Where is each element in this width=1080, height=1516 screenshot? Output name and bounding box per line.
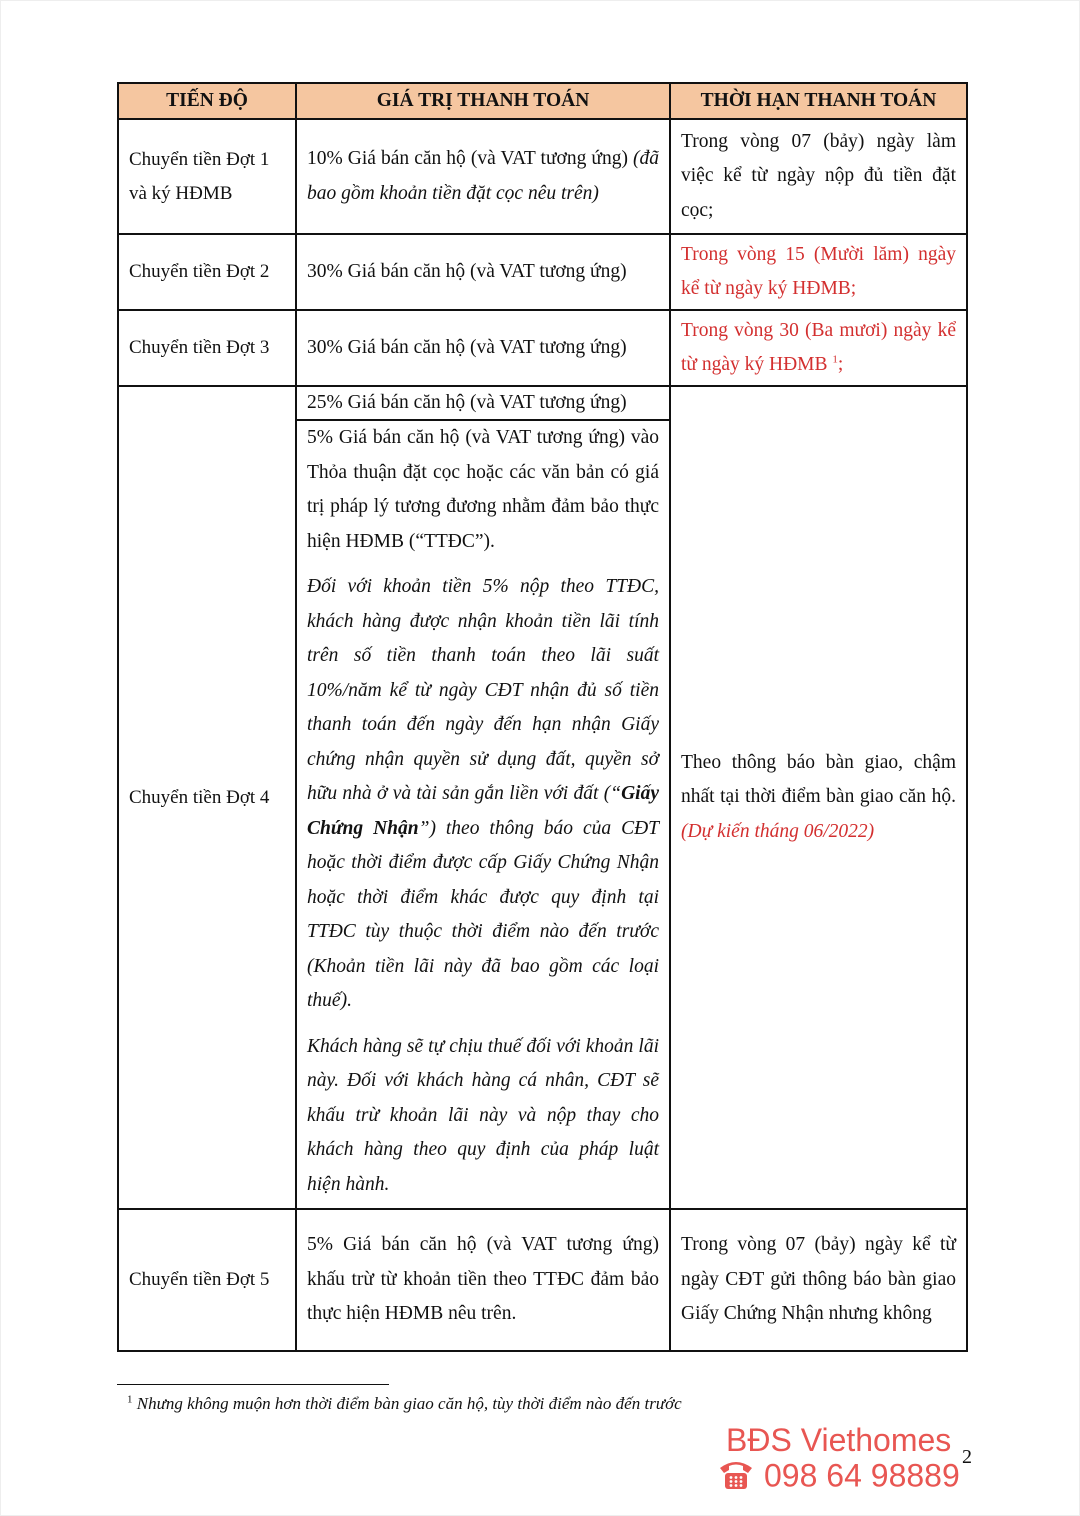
payment-value: 10% Giá bán căn hộ (và VAT tương ứng)	[307, 148, 628, 169]
payment-value-note: (đã bao gồm khoản tiền đặt cọc nêu trên)	[307, 148, 659, 204]
watermark-phone: 098 64 98889	[764, 1457, 960, 1494]
certificate-term: Giấy Chứng Nhận	[307, 783, 659, 839]
stage-cell	[118, 310, 296, 386]
deadline-terminator: ;	[837, 354, 844, 375]
stage-label: Chuyển tiền Đợt 3	[129, 337, 270, 358]
page-number: 2	[962, 1446, 972, 1468]
table-row	[118, 234, 967, 310]
stage-label: Chuyển tiền Đợt 2	[129, 261, 270, 282]
stage-label-line2: và ký HĐMB	[129, 182, 233, 204]
payment-schedule-table	[117, 82, 968, 1352]
table-row	[118, 310, 967, 386]
payment-deadline-cell	[670, 234, 967, 310]
payment-deadline: Trong vòng 07 (bảy) ngày làm việc kể từ ngày nộp đủ tiền đặt cọc;	[681, 130, 956, 221]
footnote-text: Nhưng không muộn hơn thời điểm bàn giao căn hộ, tùy thời điểm nào đến trước	[136, 1394, 682, 1413]
footnote	[127, 1394, 682, 1414]
telephone-icon	[716, 1456, 756, 1500]
stage-cell	[118, 234, 296, 310]
payment-deadline: Trong vòng 15 (Mười lăm) ngày kể từ ngày ký HĐMB;	[681, 243, 956, 299]
payment-value-part-b: 5% Giá bán căn hộ (và VAT tương ứng) vào Thỏa thuận đặt cọc hoặc các văn bản có giá trị pháp lý tương đương nhằm đảm bảo thực hiện HĐMB (“TTĐC”).	[307, 427, 659, 552]
payment-value-cell	[296, 119, 670, 234]
payment-deadline-cell	[670, 1209, 967, 1351]
payment-value-cell	[296, 310, 670, 386]
payment-value-part-a: 25% Giá bán căn hộ (và VAT tương ứng)	[307, 392, 627, 413]
table-row	[118, 119, 967, 234]
payment-deadline-cell	[670, 310, 967, 386]
stage-label: Chuyển tiền Đợt 4	[129, 786, 270, 808]
payment-deadline-cell	[670, 119, 967, 234]
table-row	[118, 1209, 967, 1351]
payment-value-cell	[296, 386, 670, 1209]
expected-handover-note: (Dự kiến tháng 06/2022)	[681, 820, 875, 842]
watermark-brand: BĐS Viethomes	[726, 1422, 952, 1458]
payment-value-part-b-cell	[297, 419, 669, 1208]
watermark-phone-line	[716, 1456, 960, 1500]
stage-cell	[118, 119, 296, 234]
payment-value-cell	[296, 234, 670, 310]
footnote-reference: 1	[832, 353, 838, 366]
payment-deadline: Trong vòng 30 (Ba mươi) ngày kể từ ngày ký HĐMB	[681, 319, 956, 375]
payment-deadline: Theo thông báo bàn giao, chậm nhất tại thời điểm bàn giao căn hộ.	[681, 751, 956, 808]
table-row	[118, 386, 967, 1209]
payment-value-cell	[296, 1209, 670, 1351]
payment-value: 5% Giá bán căn hộ (và VAT tương ứng) khấu trừ từ khoản tiền theo TTĐC đảm bảo thực hiện HĐMB nêu trên.	[307, 1234, 659, 1325]
table-header-row	[118, 83, 967, 119]
stage-cell	[118, 1209, 296, 1351]
tax-terms-paragraph	[307, 1030, 659, 1203]
interest-terms-text-cont: ”) theo thông báo của CĐT hoặc thời điểm được cấp Giấy Chứng Nhận hoặc thời điểm khác được quy định tại TTĐC tùy thuộc thời điểm nào đến trước (Khoản tiền lãi này đã bao gồm các loại thuế).	[307, 817, 660, 1011]
stage-label: Chuyển tiền Đợt 1	[129, 148, 270, 170]
header-payment-deadline: THỜI HẠN THANH TOÁN	[670, 83, 967, 119]
header-payment-value: GIÁ TRỊ THANH TOÁN	[296, 83, 670, 119]
interest-terms-paragraph	[307, 570, 659, 1019]
header-stage: TIẾN ĐỘ	[118, 83, 296, 119]
stage-cell	[118, 386, 296, 1209]
payment-value: 30% Giá bán căn hộ (và VAT tương ứng)	[307, 260, 627, 282]
tax-terms-text: Khách hàng sẽ tự chịu thuế đối với khoản lãi này. Đối với khách hàng cá nhân, CĐT sẽ khấu trừ khoản lãi này và nộp thay cho khách hàng theo quy định của pháp luật hiện hành.	[307, 1035, 659, 1195]
footnote-divider	[117, 1384, 389, 1385]
stage-label: Chuyển tiền Đợt 5	[129, 1269, 270, 1290]
payment-value: 30% Giá bán căn hộ (và VAT tương ứng)	[307, 336, 627, 358]
interest-terms-text: Đối với khoản tiền 5% nộp theo TTĐC, khách hàng được nhận khoản tiền lãi tính trên số tiền thanh toán theo lãi suất 10%/năm kể từ ngày CĐT nhận đủ số tiền thanh toán đến ngày đến hạn nhận Giấy chứng nhận quyền sử dụng đất, quyền sở hữu nhà ở và tài sản gắn liền với đất (“	[307, 576, 659, 804]
payment-deadline-cell	[670, 386, 967, 1209]
payment-deadline: Trong vòng 07 (bảy) ngày kể từ ngày CĐT gửi thông báo bàn giao Giấy Chứng Nhận nhưng không	[681, 1234, 956, 1325]
footnote-number: 1	[127, 1393, 133, 1406]
